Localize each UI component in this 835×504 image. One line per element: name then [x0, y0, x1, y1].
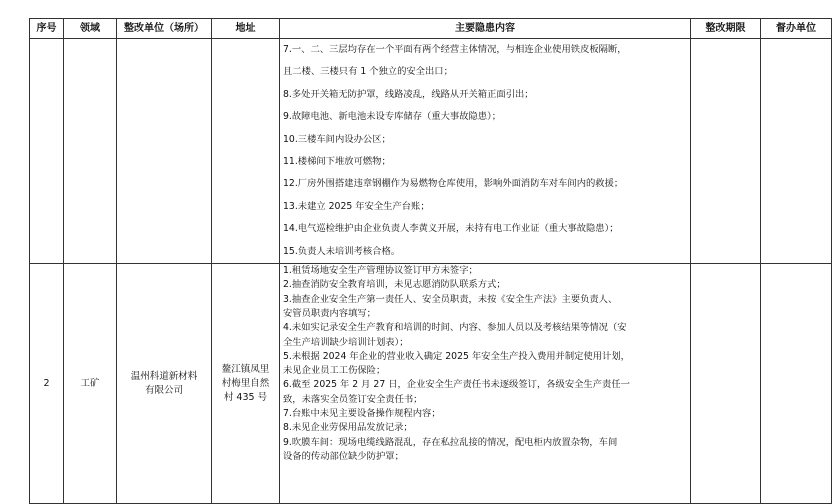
address-line: 村 435 号 — [223, 391, 268, 403]
issue-line: 且二楼、三楼只有 1 个独立的安全出口； — [283, 66, 453, 78]
issue-line: 1.租赁场地安全生产管理协议签订甲方未签字； — [283, 265, 478, 277]
issue-line: 3.抽查企业安全生产第一责任人、安全员职责，未按《安全生产法》主要负责人、 — [283, 293, 618, 305]
issue-line: 致，未落实全员签订安全责任书； — [283, 393, 423, 405]
issue-line: 7.一、二、三层均存在一个平面有两个经营主体情况，与相连企业使用铁皮板隔断， — [283, 44, 627, 55]
issue-line: 15.负责人未培训考核合格。 — [283, 245, 401, 257]
address-line: 村梅里自然 — [221, 377, 270, 389]
issue-line: 设备的传动部位缺少防护罩； — [283, 450, 404, 462]
header-issues: 主要隐患内容 — [280, 19, 691, 39]
table-row — [30, 264, 832, 504]
cell-field: 工矿 — [64, 264, 117, 504]
issue-line: 14.电气巡检维护由企业负责人李黄义开展，未持有电工作业证（重大事故隐患）； — [283, 223, 619, 235]
header-unit: 整改单位（场所） — [117, 19, 212, 39]
cell-issues — [280, 264, 691, 504]
issue-line: 未见企业员工工伤保险； — [283, 365, 386, 377]
issue-line: 安管员职责内容填写； — [283, 307, 376, 319]
header-seq: 序号 — [30, 19, 64, 39]
cell-address — [212, 39, 280, 264]
issue-line: 7.台账中未见主要设备操作规程内容； — [283, 408, 441, 420]
cell-supervisor — [761, 264, 832, 504]
cell-unit — [117, 39, 212, 264]
issue-line: 4.未如实记录安全生产教育和培训的时间、内容、参加人员以及考核结果等情况（安 — [283, 322, 627, 334]
cell-deadline — [691, 264, 761, 504]
address-line: 鳌江镇凤里 — [221, 363, 270, 375]
rectification-table — [29, 18, 832, 504]
cell-deadline — [691, 39, 761, 264]
unit-line: 温州科道新材料 — [130, 370, 198, 382]
issue-line: 全生产培训缺少培训计划表）； — [283, 336, 409, 348]
cell-seq — [30, 39, 64, 264]
cell-issues — [280, 39, 691, 264]
issue-line: 10.三楼车间内设办公区； — [283, 133, 391, 145]
header-field: 领域 — [64, 19, 117, 39]
issue-line: 11.楼梯间下堆放可燃物； — [283, 156, 391, 168]
header-address: 地址 — [212, 19, 280, 39]
header-row — [30, 19, 832, 39]
issue-line: 6.截至 2025 年 2 月 27 日，企业安全生产责任书未逐级签订，各级安全生产责任一 — [283, 379, 630, 391]
cell-field — [64, 39, 117, 264]
issue-line: 9.故障电池、新电池未设专库储存（重大事故隐患）； — [283, 111, 502, 123]
cell-seq: 2 — [30, 264, 64, 504]
issue-line: 8.未见企业劳保用品发放记录； — [283, 422, 413, 434]
table-row — [30, 39, 832, 264]
issue-line: 2.抽查消防安全教育培训，未见志愿消防队联系方式； — [283, 279, 506, 291]
issue-line: 8.多处开关箱无防护罩，线路凌乱，线路从开关箱正面引出； — [283, 88, 534, 100]
header-supervisor: 督办单位 — [761, 19, 832, 39]
issue-line: 5.未根据 2024 年企业的营业收入确定 2025 年安全生产投入费用并制定使用计划， — [283, 350, 630, 362]
header-deadline: 整改期限 — [691, 19, 761, 39]
issue-line: 13.未建立 2025 年安全生产台账； — [283, 200, 430, 212]
cell-supervisor — [761, 39, 832, 264]
issue-line: 12.厂房外围搭建违章钢棚作为易燃物仓库使用，影响外面消防车对车间内的救援； — [283, 178, 624, 190]
issue-line: 9.吹膜车间：现场电缆线路混乱，存在私拉乱接的情况，配电柜内放置杂物，车间 — [283, 436, 618, 448]
cell-address — [212, 264, 280, 504]
unit-line: 有限公司 — [144, 384, 183, 396]
cell-unit — [117, 264, 212, 504]
